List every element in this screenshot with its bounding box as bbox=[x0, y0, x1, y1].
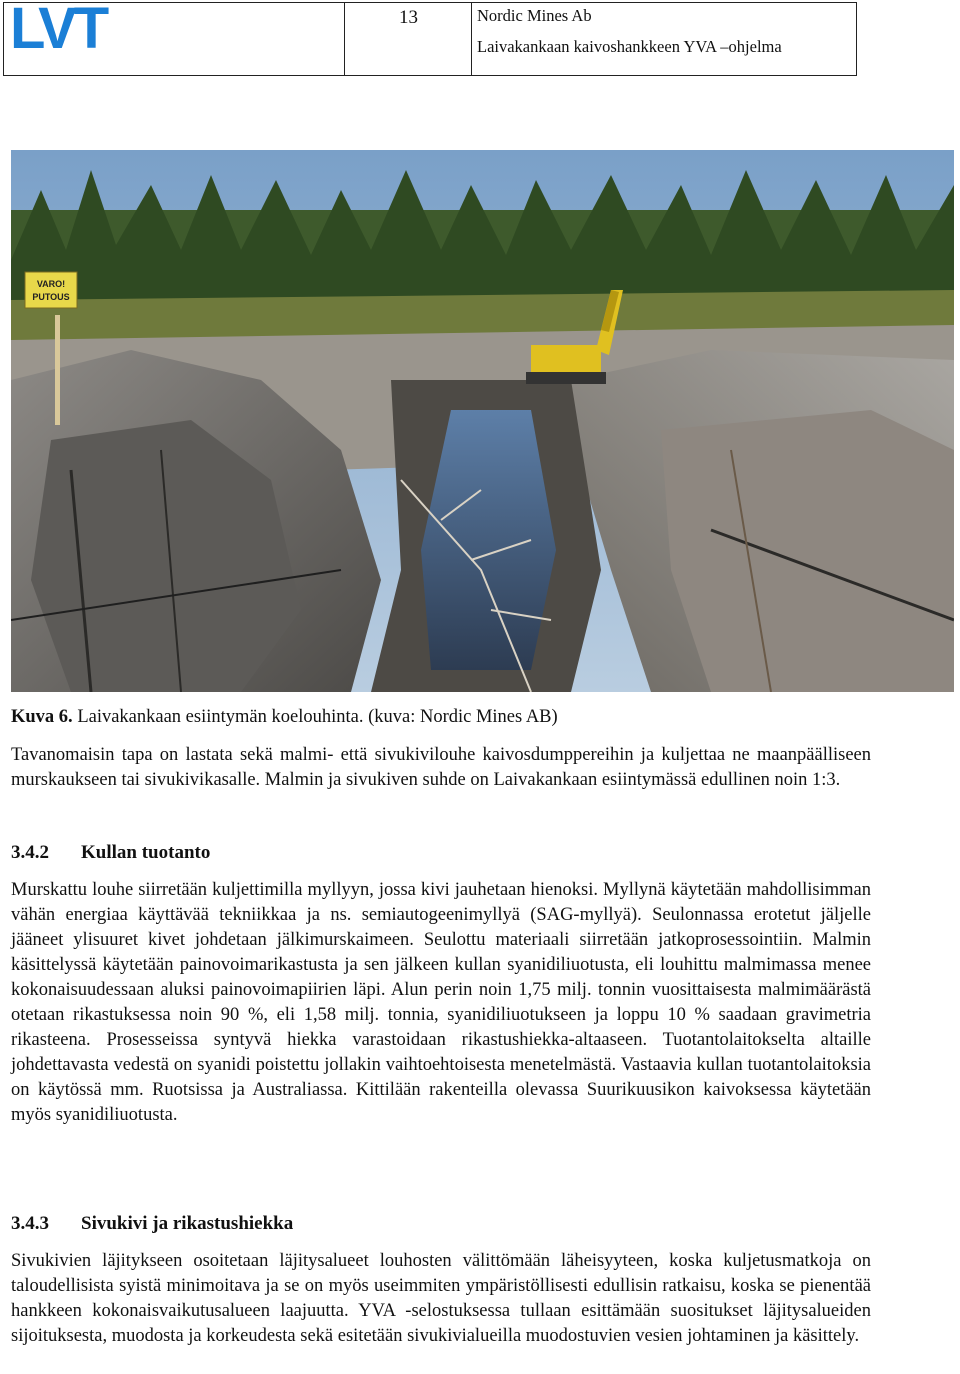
sign-text-line2: PUTOUS bbox=[32, 292, 70, 302]
sign-text-line1: VARO! bbox=[36, 279, 66, 289]
section-number: 3.4.2 bbox=[11, 842, 49, 863]
section-title: Sivukivi ja rikastushiekka bbox=[81, 1213, 294, 1234]
section-body-343: Sivukivien läjitykseen osoitetaan läjitysalueet louhosten välittömään läheisyyteen, koska kuljetusmatkoja on taloudellisista syistä minimoitava ja se on myös useimmiten ympäristöllisesti edullisin ratkaisu, koska se pienentää hankkeen kokonaisvaikutusalueen laajuutta. YVA -selostuksessa tullaan esittämään suositukset läjitysalueiden sijoituksesta, muodosta ja korkeudesta sekä esitetään sivukivialueilla muodostuvien vesien johtaminen ja käsittely. bbox=[11, 1251, 871, 1346]
lvt-logo bbox=[10, 3, 134, 51]
section-title: Kullan tuotanto bbox=[81, 842, 211, 863]
section-body-342: Murskattu louhe siirretään kuljettimilla myllyyn, jossa kivi jauhetaan hienoksi. Myllynä käytetään mahdollisimman vähän energiaa käyttävää tekniikkaa ja ns. semiautogeenimyllyä (SAG-myllyä). Seulonnassa erotetut jäljelle jääneet ylisuuret kivet johdetaan jälkimurskaimeen. Seulottu materiaali siirretään jatkoprosessointiin. Malmin käsittelyssä käytetään painovoimarikastusta ja sen jälkeen kullan syanidiliuotusta, eli louhittu malmimassa menee kokonaisuudessaan aluksi painovoimapiirien läpi. Alun perin noin 1,75 milj. tonnin vuosittaisesta malmimäärästä otetaan rikastuksessa noin 90 %, eli 1,58 milj. tonnia, syanidiliuotukseen ja loppu 10 % saadaan gravimetria rikasteena. Prosesseissa syntyvä hiekka varastoidaan rikastushiekka-altaaseen. Tuotantolaitokselta altaille johdettavasta vedestä on syanidi poistettu jollakin vaihtoehtoisesta menetelmästä. Vastaavia kullan tuotantolaitoksia on käytössä mm. Ruotsissa ja Australiassa. Kittilään rakenteilla olevassa Suurikuusikon kaivoksessa käytetään myös syanidiliuotusta. bbox=[11, 880, 871, 1125]
photo-illustration bbox=[11, 150, 954, 692]
caption-text: Laivakankaan esiintymän koelouhinta. (kuva: Nordic Mines AB) bbox=[72, 707, 558, 727]
header-page-cell bbox=[345, 3, 472, 75]
section-heading-343 bbox=[11, 1213, 293, 1235]
section-number: 3.4.3 bbox=[11, 1213, 49, 1234]
header-title-cell bbox=[472, 3, 856, 75]
logo-text: LVT bbox=[10, 3, 107, 51]
page-number: 13 bbox=[399, 7, 418, 28]
company-name: Nordic Mines Ab bbox=[477, 6, 592, 25]
document-title: Laivakankaan kaivoshankkeen YVA –ohjelma bbox=[477, 37, 782, 56]
page-header bbox=[3, 2, 857, 76]
section-heading-342 bbox=[11, 842, 210, 864]
intro-paragraph: Tavanomaisin tapa on lastata sekä malmi- että sivukivilouhe kaivosdumppereihin ja kuljettaa ne maanpäälliseen murskaukseen tai sivukivikasalle. Malmin ja sivukiven suhde on Laivakankaan esiintymässä edullinen noin 1:3. bbox=[11, 745, 871, 790]
header-logo-cell bbox=[4, 3, 345, 75]
caption-label: Kuva 6. bbox=[11, 707, 73, 727]
figure-caption bbox=[11, 707, 558, 728]
trial-mining-photo bbox=[11, 150, 954, 692]
